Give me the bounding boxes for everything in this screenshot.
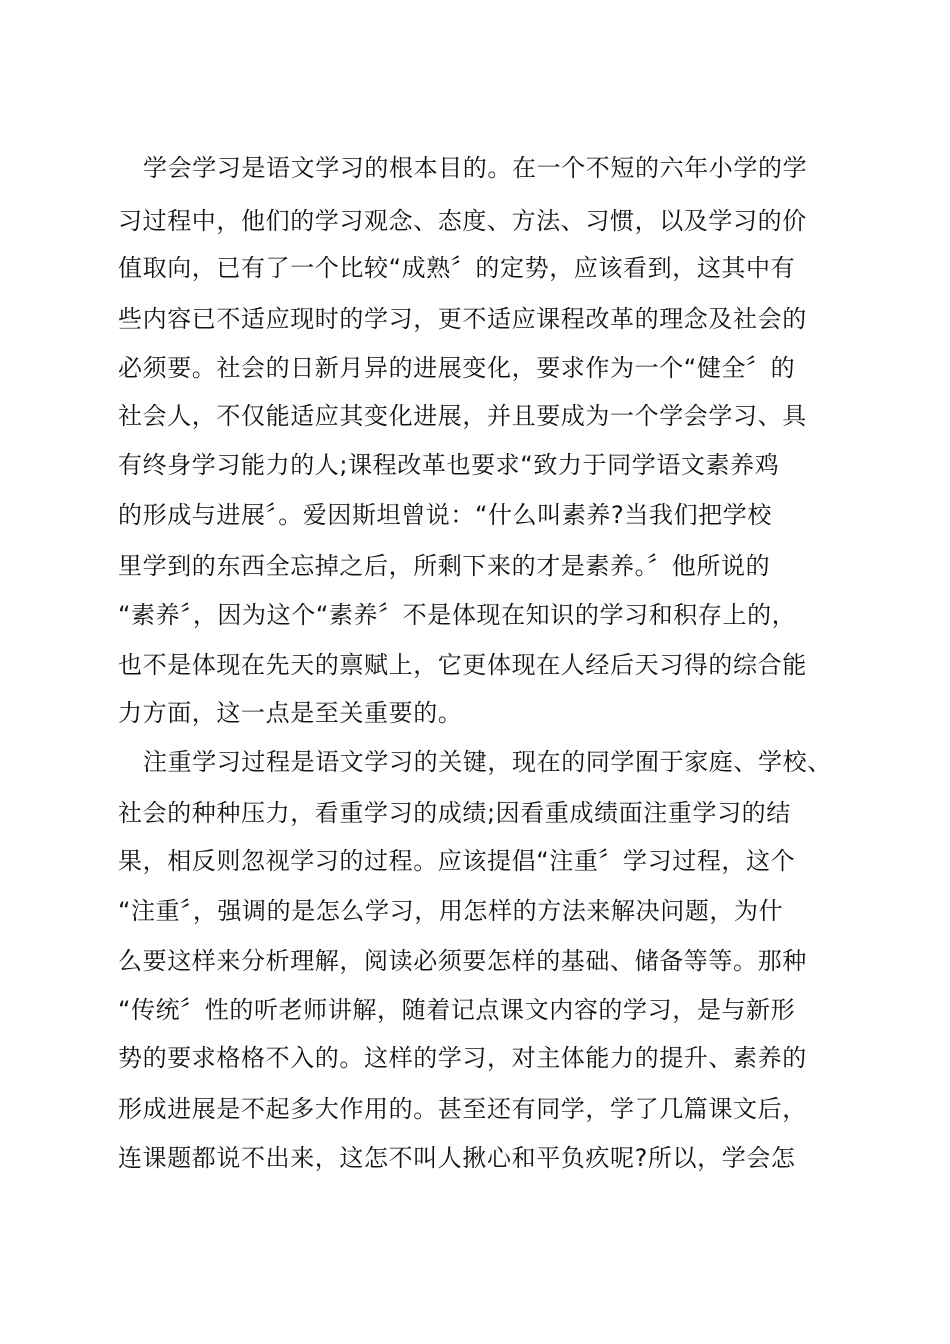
paragraph-2-line-8: 形成进展是不起多大作用的。甚至还有同学，学了几篇课文后， — [118, 1095, 807, 1123]
paragraph-1-line-1: 学会学习是语文学习的根本目的。在一个不短的六年小学的学 — [143, 154, 808, 182]
paragraph-1-line-3: 值取向，已有了一个比较“成熟〞的定势，应该看到，这其中有 — [118, 254, 796, 282]
paragraph-2-line-2: 社会的种种压力，看重学习的成绩;因看重成绩面注重学习的结 — [118, 799, 791, 827]
paragraph-2-line-9: 连课题都说不出来，这怎不叫人揪心和平负疚呢?所以，学会怎 — [118, 1144, 796, 1172]
paragraph-1-line-4: 些内容已不适应现时的学习，更不适应课程改革的理念及社会的 — [118, 305, 807, 333]
paragraph-2-line-5: 么要这样来分析理解，阅读必须要怎样的基础、储备等等。那种 — [118, 947, 807, 975]
paragraph-1-line-10: “素养〞，因为这个“素养〞不是体现在知识的学习和积存上的， — [118, 601, 797, 629]
paragraph-1-line-2: 习过程中，他们的学习观念、态度、方法、习惯，以及学习的价 — [118, 207, 807, 235]
paragraph-2-line-6: “传统〞性的听老师讲解，随着记点课文内容的学习，是与新形 — [118, 996, 796, 1024]
paragraph-1-line-11: 也不是体现在先天的禀赋上，它更体现在人经后天习得的综合能 — [118, 651, 807, 679]
paragraph-1-line-5: 必须要。社会的日新月异的进展变化，要求作为一个“健全〞的 — [118, 354, 796, 382]
paragraph-2-line-1: 注重学习过程是语文学习的关键，现在的同学囿于家庭、学校、 — [143, 748, 832, 776]
paragraph-2-line-3: 果，相反则忽视学习的过程。应该提倡“注重〞学习过程，这个 — [118, 847, 796, 875]
paragraph-1-line-6: 社会人，不仅能适应其变化进展，并且要成为一个学会学习、具 — [118, 402, 807, 430]
paragraph-1-line-9: 里学到的东西全忘掉之后，所剩下来的才是素养。〞他所说的 — [118, 552, 771, 580]
paragraph-1-line-7: 有终身学习能力的人;课程改革也要求“致力于同学语文素养鸡 — [118, 451, 780, 479]
paragraph-1-line-8: 的形成与进展〞。爱因斯坦曾说：“什么叫素养?当我们把学校 — [118, 501, 772, 529]
paragraph-2-line-4: “注重〞，强调的是怎么学习，用怎样的方法来解决问题，为什 — [118, 897, 784, 925]
paragraph-2-line-7: 势的要求格格不入的。这样的学习，对主体能力的提升、素养的 — [118, 1044, 807, 1072]
paragraph-1-line-12: 力方面，这一点是至关重要的。 — [118, 699, 463, 727]
